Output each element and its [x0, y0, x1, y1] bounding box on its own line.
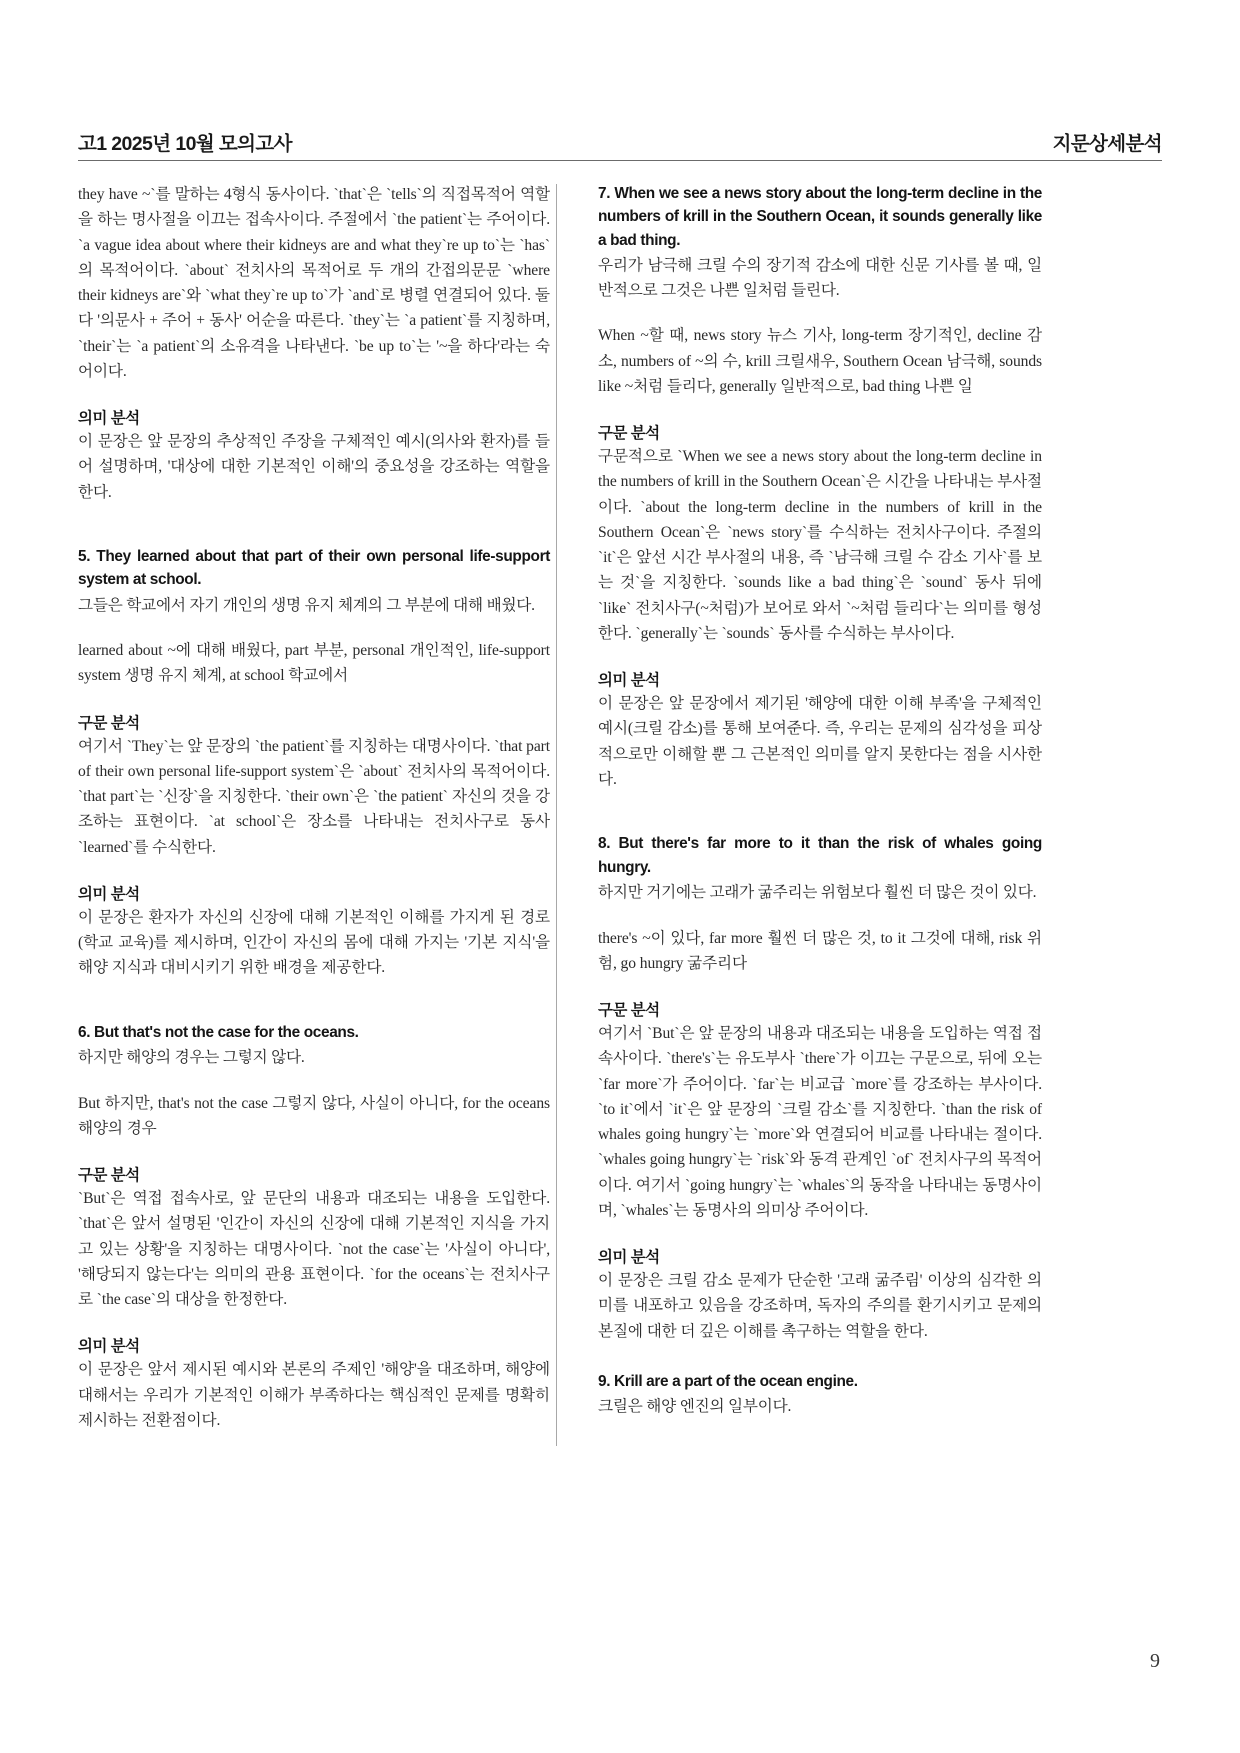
sentence-korean-9: 크릴은 해양 엔진의 일부이다.	[598, 1398, 792, 1416]
meaning-analysis-paragraph-5: 이 문장은 환자가 자신의 신장에 대해 기본적인 이해를 가지게 된 경로(학교 교육)를 제시하며, 인간이 자신의 몸에 대해 가지는 '기본 지식'을 해양 지식과 대비시키기 위한 배경을 제공한다.	[78, 908, 550, 977]
right-column	[560, 182, 1042, 1502]
analysis-item-5	[78, 545, 550, 981]
syntax-analysis-heading-7: 구문 분석	[598, 425, 660, 443]
analysis-item-8	[598, 832, 1042, 1344]
vocabulary-list-6: But 하지만, that's not the case 그렇지 않다, 사실이 아니다, for the oceans 해양의 경우	[78, 1094, 550, 1137]
analysis-item-7	[598, 182, 1042, 792]
meaning-analysis-heading-8: 의미 분석	[598, 1249, 660, 1267]
syntax-analysis-paragraph-6: `But`은 역접 접속사로, 앞 문단의 내용과 대조되는 내용을 도입한다. `that`은 앞서 설명된 '인간이 자신의 신장에 대해 기본적인 지식을 가지고 있는 상황'을 지칭하는 대명사이다. `not the case`는 '사실이 아니다', '해당되지 않는다'는 의미의 관용 표현이다. `for the oceans`는 전치사구로 `the case`의 대상을 한정한다.	[78, 1190, 550, 1309]
continued-meaning-block	[78, 406, 550, 505]
block-spacer	[78, 505, 550, 545]
block-spacer	[598, 792, 1042, 832]
analysis-item-9	[598, 1370, 1042, 1420]
analysis-item-6	[78, 1021, 550, 1434]
sentence-english-6: 6. But that's not the case for the oceans.	[78, 1023, 359, 1041]
meaning-analysis-heading-7: 의미 분석	[598, 672, 660, 690]
header-exam-title: 고1 2025년 10월 모의고사	[78, 133, 292, 155]
meaning-analysis-paragraph-8: 이 문장은 크릴 감소 문제가 단순한 '고래 굶주림' 이상의 심각한 의미를 내포하고 있음을 강조하며, 독자의 주의를 환기시키고 문제의 본질에 대한 더 깊은 이해를 촉구하는 역할을 한다.	[598, 1272, 1042, 1340]
syntax-analysis-paragraph-8: 여기서 `But`은 앞 문장의 내용과 대조되는 내용을 도입하는 역접 접속사이다. `there's`는 유도부사 `there`가 이끄는 구문으로, 뒤에 오는 `far more`가 주어이다. `far`는 비교급 `more`를 강조하는 부사이다. `to it`에서 `it`은 앞 문장의 `크릴 감소`를 지칭한다. `than the risk of whales going hungry`는 `more`와 연결되어 비교를 나타내는 절이다. `whales going hungry`는 `risk`와 동격 관계인 `of` 전치사구의 목적어이다. 여기서 `going hungry`는 `whales`의 동작을 나타내는 동명사이며, `whales`는 동명사의 의미상 주어이다.	[598, 1025, 1042, 1219]
sentence-korean-5: 그들은 학교에서 자기 개인의 생명 유지 체계의 그 부분에 대해 배웠다.	[78, 596, 535, 614]
block-spacer	[78, 981, 550, 1021]
vocabulary-list-7: When ~할 때, news story 뉴스 기사, long-term 장기적인, decline 감소, numbers of ~의 수, krill 크릴새우, Southern Ocean 남극해, sounds like ~처럼 들리다, generally 일반적으로, bad thing 나쁜 일	[598, 327, 1042, 395]
sentence-english-9: 9. Krill are a part of the ocean engine.	[598, 1372, 858, 1390]
meaning-analysis-heading-5: 의미 분석	[78, 885, 140, 903]
continued-syntax-paragraph: they have ~`를 말하는 4형식 동사이다. `that`은 `tells`의 직접목적어 역할을 하는 명사절을 이끄는 접속사이다. 주절에서 `the patient`는 주어이다. `a vague idea about where their kidneys are and what they`re up to`는 `has`의 목적어이다. `about` 전치사의 목적어로 두 개의 간접의문문 `where their kidneys are`와 `what they`re up to`가 `and`로 병렬 연결되어 있다. 둘 다 '의문사 + 주어 + 동사' 어순을 따른다. `they`는 `a patient`를 지칭하며, `their`는 `a patient`의 소유격을 나타낸다. `be up to`는 '~을 하다'라는 숙어이다.	[78, 186, 550, 380]
meaning-analysis-heading: 의미 분석	[78, 410, 140, 427]
page-number: 9	[1150, 1650, 1160, 1672]
vocabulary-list-5: learned about ~에 대해 배웠다, part 부분, personal 개인적인, life-support system 생명 유지 체계, at school 학교에서	[78, 642, 550, 685]
sentence-english-7: 7. When we see a news story about the long-term decline in the numbers of krill in the Southern Ocean, it sounds generally like a bad thing.	[598, 185, 1042, 249]
meaning-analysis-heading-6: 의미 분석	[78, 1338, 140, 1356]
syntax-analysis-paragraph-5: 여기서 `They`는 앞 문장의 `the patient`를 지칭하는 대명사이다. `that part of their own personal life-support system`은 `about` 전치사의 목적어이다. `that part`는 `신장`을 지칭한다. `their own`은 `the patient` 자신의 것을 강조하는 표현이다. `at school`은 장소를 나타내는 전치사구로 동사 `learned`를 수식한다.	[78, 737, 550, 856]
vocabulary-list-8: there's ~이 있다, far more 훨씬 더 많은 것, to it 그것에 대해, risk 위험, go hungry 굶주리다	[598, 929, 1042, 972]
syntax-analysis-paragraph-7: 구문적으로 `When we see a news story about the long-term decline in the numbers of krill in the Southern Ocean`은 시간을 나타내는 부사절이다. `about the long-term decline in the numbers of krill in the Southern Ocean`은 `news story`를 수식하는 전치사구이다. 주절의 `it`은 앞선 시간 부사절의 내용, 즉 `남극해 크릴 수 감소 기사`를 보는 것`을 지칭한다. `sounds like a bad thing`은 `sound` 동사 뒤에 `like` 전치사구(~처럼)가 보어로 와서 `~처럼 들리다`는 의미를 형성한다. `generally`는 `sounds` 동사를 수식하는 부사이다.	[598, 448, 1042, 642]
meaning-analysis-paragraph-6: 이 문장은 앞서 제시된 예시와 본론의 주제인 '해양'을 대조하며, 해양에 대해서는 우리가 기본적인 이해가 부족하다는 핵심적인 문제를 명확히 제시하는 전환점이다.	[78, 1361, 550, 1429]
continued-meaning-paragraph: 이 문장은 앞 문장의 추상적인 주장을 구체적인 예시(의사와 환자)를 들어 설명하며, '대상에 대한 기본적인 이해'의 중요성을 강조하는 역할을 한다.	[78, 433, 550, 501]
block-spacer	[598, 1344, 1042, 1370]
header-divider-rule	[78, 160, 1162, 161]
sentence-english-8: 8. But there's far more to it than the risk of whales going hungry.	[598, 835, 1042, 876]
header-section-title: 지문상세분석	[1052, 133, 1162, 155]
sentence-english-5: 5. They learned about that part of their own personal life-support system at school.	[78, 547, 550, 589]
sentence-korean-7: 우리가 남극해 크릴 수의 장기적 감소에 대한 신문 기사를 볼 때, 일반적으로 그것은 나쁜 일처럼 들린다.	[598, 257, 1042, 299]
syntax-analysis-heading-6: 구문 분석	[78, 1167, 140, 1185]
two-column-body	[78, 182, 1162, 1502]
sentence-korean-6: 하지만 해양의 경우는 그렇지 않다.	[78, 1049, 305, 1067]
page-header	[78, 128, 1162, 156]
syntax-analysis-heading-8: 구문 분석	[598, 1002, 660, 1020]
left-column	[78, 182, 560, 1502]
continued-syntax-block	[78, 182, 550, 384]
sentence-korean-8: 하지만 거기에는 고래가 굶주리는 위험보다 훨씬 더 많은 것이 있다.	[598, 884, 1037, 902]
meaning-analysis-paragraph-7: 이 문장은 앞 문장에서 제기된 '해양에 대한 이해 부족'을 구체적인 예시(크릴 감소)를 통해 보여준다. 즉, 우리는 문제의 심각성을 피상적으로만 이해할 뿐 그 근본적인 의미를 알지 못한다는 점을 시사한다.	[598, 695, 1042, 788]
syntax-analysis-heading-5: 구문 분석	[78, 714, 140, 732]
